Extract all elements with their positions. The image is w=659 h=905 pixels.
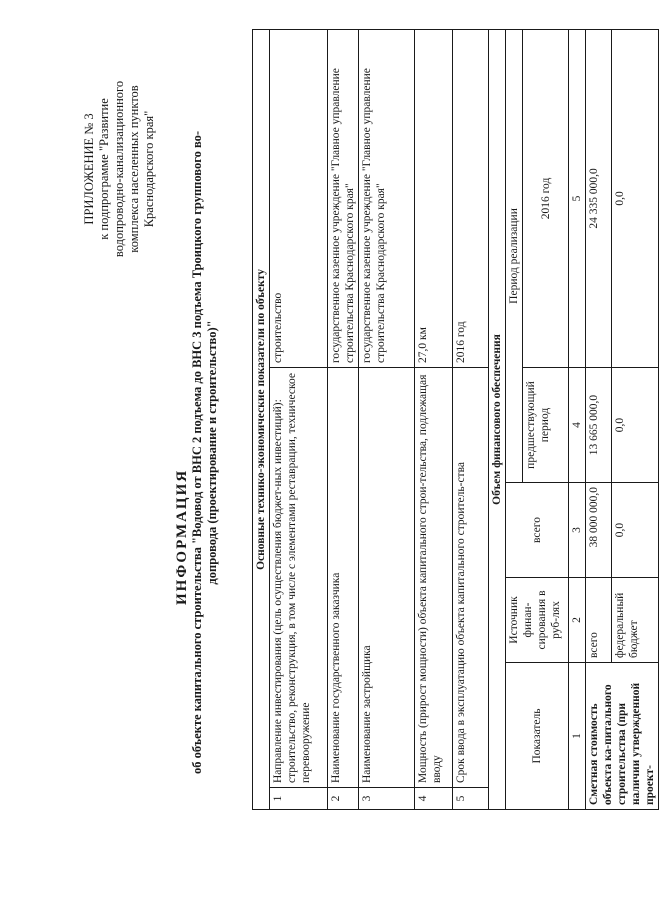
- indicators-header: Основные технико-экономические показатели по объекту: [253, 29, 270, 809]
- document-subtitle: [190, 25, 220, 880]
- appendix-line: к подпрограмме "Развитие: [97, 98, 111, 240]
- object-info-table: [252, 29, 659, 810]
- table-row: [270, 29, 328, 809]
- financing-indicator: Сметная стоимость объекта ка-питального строительства (при наличии утвержденной проект-: [586, 663, 659, 810]
- financing-header: Объем финансового обеспечения: [489, 29, 506, 809]
- col-total: всего: [506, 483, 569, 578]
- financing-total: 0,0: [611, 483, 658, 578]
- col-previous: предшествующий период: [523, 368, 569, 483]
- indicator-name: Направление инвестирования (цель осуществления бюджет-ных инвестиций): строительство, реконструкция, в том числе с элементами реставрации, техническое перевооружение: [270, 368, 328, 788]
- column-number-row: [569, 29, 586, 809]
- financing-source: федеральный бюджет: [611, 578, 658, 663]
- indicator-value: 2016 год: [453, 29, 489, 367]
- row-number: 2: [328, 788, 359, 810]
- indicator-name: Срок ввода в эксплуатацию объекта капитального строитель-ства: [453, 368, 489, 788]
- indicator-value: государственное казенное учреждение "Главное управление строительства Краснодарского края": [328, 29, 359, 367]
- table-row: [586, 29, 612, 809]
- table-row: [453, 29, 489, 809]
- table-row: [328, 29, 359, 809]
- indicator-value: строительство: [270, 29, 328, 367]
- appendix-line: водопроводно-канализационного: [112, 80, 126, 258]
- table-row: [359, 29, 415, 809]
- indicator-name: Мощность (прирост мощности) объекта капитального строи-тельства, подлежащая вводу: [415, 368, 453, 788]
- row-number: 5: [453, 788, 489, 810]
- col-number: 3: [569, 483, 586, 578]
- row-number: 3: [359, 788, 415, 810]
- indicator-name: Наименование государственного заказчика: [328, 368, 359, 788]
- col-number: 4: [569, 368, 586, 483]
- col-number: 5: [569, 29, 586, 367]
- col-year: 2016 год: [523, 29, 569, 367]
- col-indicator: Показатель: [506, 663, 569, 810]
- financing-total: 38 000 000,0: [586, 483, 612, 578]
- subtitle-line: об объекте капитального строительства "Водовод от ВНС 2 подъема до ВНС 3 подъема Троицкого группового во-: [190, 130, 204, 775]
- financing-year: 0,0: [611, 29, 658, 367]
- indicators-header-row: [253, 29, 270, 809]
- indicator-name: Наименование застройщика: [359, 368, 415, 788]
- financing-source: всего: [586, 578, 612, 663]
- financing-column-header-row: [506, 29, 523, 809]
- col-number: 1: [569, 663, 586, 810]
- subtitle-line: допровода (проектирование и строительство)": [205, 320, 219, 585]
- row-number: 1: [270, 788, 328, 810]
- indicator-value: государственное казенное учреждение "Главное управление строительства Краснодарского края": [359, 29, 415, 367]
- appendix-block: [82, 33, 157, 305]
- indicator-value: 27,0 км: [415, 29, 453, 367]
- financing-header-row: [489, 29, 506, 809]
- row-number: 4: [415, 788, 453, 810]
- appendix-line: комплекса населенных пунктов: [127, 85, 141, 253]
- col-source: Источник финан-сирования в руб-лях: [506, 578, 569, 663]
- col-period: Период реализации: [506, 29, 523, 482]
- financing-year: 24 335 000,0: [586, 29, 612, 367]
- financing-previous: 13 665 000,0: [586, 368, 612, 483]
- financing-previous: 0,0: [611, 368, 658, 483]
- appendix-line: Краснодарского края": [142, 110, 156, 228]
- table-row: [415, 29, 453, 809]
- document-title: ИНФОРМАЦИЯ: [174, 468, 190, 605]
- appendix-line: ПРИЛОЖЕНИЕ № 3: [82, 113, 96, 225]
- col-number: 2: [569, 578, 586, 663]
